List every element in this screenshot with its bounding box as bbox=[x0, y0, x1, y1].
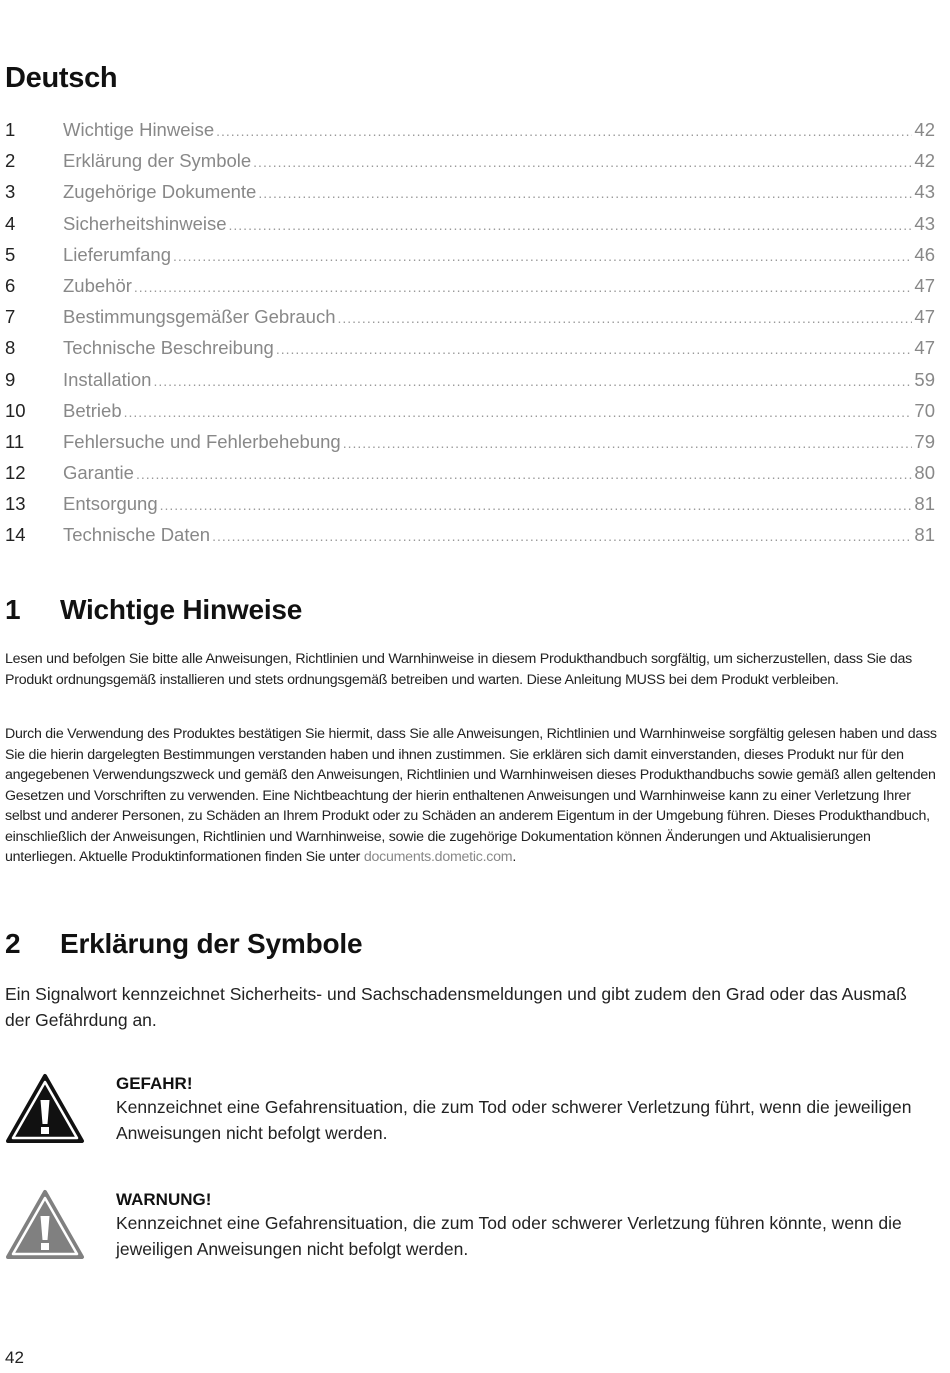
toc-entry-title: Bestimmungsgemäßer Gebrauch bbox=[63, 306, 336, 328]
toc-dot-leader bbox=[343, 435, 913, 451]
toc-dot-leader bbox=[212, 528, 912, 544]
hazard-text bbox=[116, 1189, 946, 1262]
toc-entry-number: 4 bbox=[5, 212, 16, 234]
paragraph-signal-words: Ein Signalwort kennzeichnet Sicherheits- und Sachschadensmeldungen und gibt zudem den Grad oder das Ausmaß der Gefährdung an. bbox=[5, 984, 907, 1030]
toc-entry-number: 6 bbox=[5, 274, 16, 296]
toc-entry-title: Sicherheitshinweise bbox=[63, 212, 227, 234]
toc-entry-page: 79 bbox=[914, 430, 935, 452]
section-heading-important-notes bbox=[5, 594, 302, 626]
signal-description: Kennzeichnet eine Gefahrensituation, die zum Tod oder schwerer Verletzung führen könnte, wenn die jeweiligen Anweisungen nicht befolgt werden. bbox=[116, 1213, 902, 1259]
section-title: Wichtige Hinweise bbox=[60, 594, 303, 625]
warning-triangle-icon bbox=[5, 1189, 85, 1261]
toc-entry-page: 81 bbox=[914, 524, 935, 546]
toc-dot-leader bbox=[136, 466, 912, 482]
toc-entry[interactable] bbox=[5, 493, 935, 524]
toc-entry-title: Zubehör bbox=[63, 274, 132, 296]
toc-dot-leader bbox=[337, 310, 912, 326]
toc-entry-page: 81 bbox=[914, 493, 935, 515]
section-heading-symbols bbox=[5, 928, 362, 960]
page-number: 42 bbox=[5, 1348, 24, 1367]
toc-entry[interactable] bbox=[5, 181, 935, 212]
toc-entry-title: Erklärung der Symbole bbox=[63, 150, 252, 172]
toc-entry-page: 43 bbox=[914, 181, 935, 203]
toc-entry[interactable] bbox=[5, 400, 935, 431]
toc-entry-title: Garantie bbox=[63, 462, 134, 484]
toc-entry[interactable] bbox=[5, 150, 935, 181]
toc-entry-title: Technische Beschreibung bbox=[63, 337, 274, 359]
toc-entry-title: Lieferumfang bbox=[63, 243, 171, 265]
toc-dot-leader bbox=[216, 123, 912, 139]
toc-entry-title: Wichtige Hinweise bbox=[63, 119, 215, 140]
signal-word: GEFAHR! bbox=[116, 1074, 193, 1093]
toc-entry-number: 2 bbox=[5, 150, 16, 172]
toc-entry[interactable] bbox=[5, 306, 935, 337]
toc-entry-page: 43 bbox=[914, 212, 935, 234]
section-number: 1 bbox=[5, 594, 21, 625]
toc-entry[interactable] bbox=[5, 119, 935, 150]
toc-entry-number: 5 bbox=[5, 243, 16, 265]
toc-entry-page: 70 bbox=[914, 399, 935, 421]
hazard-text bbox=[116, 1073, 946, 1146]
toc-entry[interactable] bbox=[5, 462, 935, 493]
paragraph-agreement-text: Durch die Verwendung des Produktes bestätigen Sie hiermit, dass Sie alle Anweisungen, Richtlinien und Warnhinweise sorgfältig gelesen haben und dass Sie die hierin dargelegten Bestimmungen verstanden haben und ihnen zustimmen. Sie erklären sich damit einverstanden, dieses Produkt nur für den angegebenen Verwendungszweck und gemäß den Anweisungen, Richtlinien und Warnhinweisen dieses Produkthandbuchs sowie gemäß allen geltenden Gesetzen und Vorschriften zu verwenden. Eine Nichtbeachtung der hierin enthaltenen Anweisungen und Warnhinweise kann zu einer Verletzung Ihrer selbst und anderer Personen, zu Schäden an Ihrem Produkt oder zu Schäden an anderem Eigentum in der Umgebung führen. Dieses Produkthandbuch, einschließlich der Anweisungen, Richtlinien und Warnhinweise, sowie die zugehörige Dokumentation können Änderungen und Aktualisierungen unterliegen. Aktuelle Produktinformationen finden Sie unter bbox=[5, 726, 937, 865]
toc-dot-leader bbox=[160, 497, 913, 513]
warning-triangle-icon bbox=[5, 1073, 85, 1145]
toc-entry-number: 12 bbox=[5, 462, 26, 484]
toc-entry-title: Entsorgung bbox=[63, 493, 158, 515]
toc-entry-title: Technische Daten bbox=[63, 524, 211, 546]
language-heading: Deutsch bbox=[5, 62, 118, 94]
toc-entry-number: 1 bbox=[5, 119, 16, 140]
toc-entry-number: 9 bbox=[5, 368, 16, 390]
toc-entry-number: 10 bbox=[5, 399, 26, 421]
toc-entry-number: 11 bbox=[5, 430, 25, 452]
toc-dot-leader bbox=[229, 217, 913, 233]
toc-entry-page: 42 bbox=[914, 150, 935, 172]
toc-entry-page: 47 bbox=[914, 337, 935, 359]
toc-entry[interactable] bbox=[5, 275, 935, 306]
toc-entry-title: Zugehörige Dokumente bbox=[63, 181, 257, 203]
signal-description: Kennzeichnet eine Gefahrensituation, die zum Tod oder schwerer Verletzung führt, wenn die jeweiligen Anweisungen nicht befolgt werden. bbox=[116, 1097, 912, 1143]
toc-dot-leader bbox=[253, 154, 912, 170]
toc-entry-number: 8 bbox=[5, 337, 16, 359]
toc-dot-leader bbox=[153, 373, 912, 389]
toc-entry-page: 47 bbox=[914, 306, 935, 328]
toc-entry[interactable] bbox=[5, 244, 935, 275]
toc-dot-leader bbox=[124, 404, 913, 420]
toc-entry[interactable] bbox=[5, 431, 935, 462]
paragraph-agreement bbox=[5, 724, 943, 868]
signal-word: WARNUNG! bbox=[116, 1190, 212, 1209]
toc-entry-number: 13 bbox=[5, 493, 26, 515]
toc-entry-number: 14 bbox=[5, 524, 26, 546]
toc-entry[interactable] bbox=[5, 369, 935, 400]
toc-entry[interactable] bbox=[5, 213, 935, 244]
section-number: 2 bbox=[5, 928, 21, 959]
toc-entry-page: 59 bbox=[914, 368, 935, 390]
toc-entry-title: Fehlersuche und Fehlerbehebung bbox=[63, 430, 341, 452]
paragraph-agreement-end: . bbox=[512, 849, 517, 865]
toc-entry-title: Installation bbox=[63, 368, 152, 390]
toc-dot-leader bbox=[276, 341, 913, 357]
toc-entry-page: 46 bbox=[914, 243, 935, 265]
paragraph-instructions: Lesen und befolgen Sie bitte alle Anweisungen, Richtlinien und Warnhinweise in diesem Produkthandbuch sorgfältig, um sicherzustellen, dass Sie das Produkt ordnungsgemäß installieren und stets ordnungsgemäß betreiben und warten. Diese Anleitung MUSS bei dem Produkt verbleiben. bbox=[5, 651, 913, 688]
toc-entry-number: 7 bbox=[5, 306, 16, 328]
toc-dot-leader bbox=[134, 279, 913, 295]
toc-entry-number: 3 bbox=[5, 181, 16, 203]
toc-entry-page: 47 bbox=[914, 274, 935, 296]
toc-entry[interactable] bbox=[5, 524, 935, 555]
toc-dot-leader bbox=[173, 248, 912, 264]
toc-entry[interactable] bbox=[5, 337, 935, 368]
toc-dot-leader bbox=[258, 185, 912, 201]
toc-entry-page: 80 bbox=[914, 462, 935, 484]
toc-entry-title: Betrieb bbox=[63, 399, 122, 421]
section-title: Erklärung der Symbole bbox=[60, 928, 363, 959]
table-of-contents bbox=[5, 119, 935, 556]
documentation-link[interactable]: documents.dometic.com bbox=[363, 849, 513, 865]
toc-entry-page: 42 bbox=[914, 119, 935, 140]
